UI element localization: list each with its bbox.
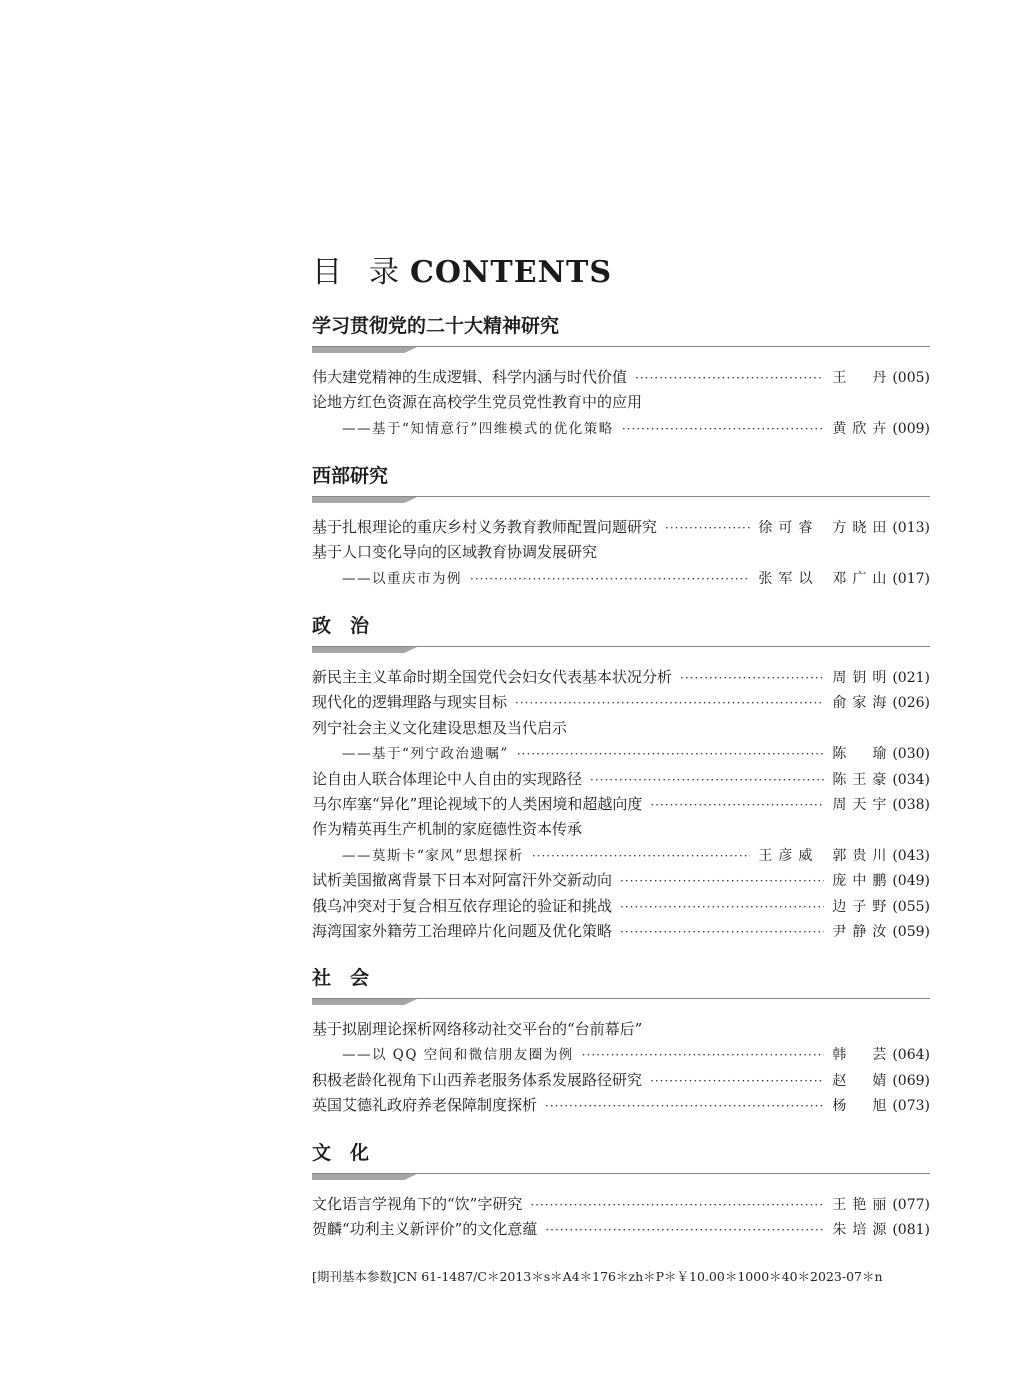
section-divider [312,998,930,1006]
title-en: CONTENTS [410,255,613,290]
entry-subtitle: ——以 QQ 空间和微信朋友圈为例 [342,1047,574,1064]
entry-title: 俄乌冲突对于复合相互依存理论的验证和挑战 [312,896,613,915]
entry-subtitle: ——以重庆市为例 [342,570,462,587]
entry-title: 马尔库塞“异化”理论视域下的人类困境和超越向度 [312,794,643,813]
entry-author: 边子野 [832,898,893,915]
entry-title: 贺麟“功利主义新评价”的文化意蕴 [312,1220,538,1239]
toc-entry[interactable] [312,869,930,894]
section-title: 学习贯彻党的二十大精神研究 [312,315,560,337]
section-party-congress [312,313,930,442]
entry-author: 朱培源 [832,1222,893,1239]
toc-entry[interactable] [312,391,930,416]
entry-title: 基于拟剧理论探析网络移动社交平台的“台前幕后” [312,1020,643,1038]
entry-author: 郭贵川 [832,847,893,864]
entry-author: 韩 芸 [832,1047,893,1064]
entry-subtitle: ——莫斯卡“家风”思想探析 [342,847,524,864]
section-society [312,965,930,1120]
section-title: 社 会 [312,967,370,989]
entry-page: (030) [892,746,930,763]
toc-entry-subtitle[interactable] [312,742,930,767]
entry-title: 作为精英再生产机制的家庭德性资本传承 [312,820,583,839]
toc-entry[interactable] [312,366,930,391]
entry-page: (017) [892,570,930,587]
entry-author: 王艳丽 [832,1197,893,1213]
title-cn-2: 录 [369,255,400,290]
entry-author: 张军以 [758,570,819,587]
toc-entry[interactable] [312,516,930,541]
toc-entry[interactable] [312,895,930,920]
entry-page: (009) [892,420,930,437]
toc-entry[interactable] [312,1218,930,1243]
entry-page: (026) [892,695,930,712]
toc-entry[interactable] [312,818,930,843]
entry-title: 论地方红色资源在高校学生党员党性教育中的应用 [312,393,643,412]
section-title: 文 化 [312,1142,370,1164]
entry-author: 王 丹 [832,370,893,386]
entry-author: 王彦威 [758,847,819,864]
toc-entry[interactable] [312,1193,930,1218]
entry-subtitle: ——基于“知情意行”四维模式的优化策略 [342,420,614,437]
entry-author: 庞中鹏 [832,873,893,890]
section-divider [312,1173,930,1181]
entry-title: 现代化的逻辑理路与现实目标 [312,693,508,712]
entry-title: 论自由人联合体理论中人自由的实现路径 [312,769,583,788]
entry-page: (021) [892,670,930,686]
section-divider [312,346,930,354]
entry-title: 基于人口变化导向的区域教育协调发展研究 [312,543,598,562]
journal-parameters: [期刊基本参数]CN 61-1487/C＊2013＊s＊A4＊176＊zh＊P＊￥10.00＊1000＊40＊2023-07＊n [312,1269,883,1284]
entry-page: (069) [892,1072,930,1089]
entry-author: 杨 旭 [832,1098,893,1115]
section-divider [312,496,930,504]
entry-page: (013) [892,520,930,536]
section-politics [312,613,930,945]
toc-entry[interactable] [312,1094,930,1119]
entry-author: 陈 瑜 [832,746,893,763]
entry-title: 英国艾德礼政府养老保障制度探析 [312,1096,538,1115]
page-title [312,247,612,291]
entry-author: 尹静汝 [832,923,893,940]
section-western-studies [312,463,930,592]
entry-title: 基于扎根理论的重庆乡村义务教育教师配置问题研究 [312,518,658,536]
entry-page: (005) [892,370,930,386]
entry-author: 黄欣卉 [832,420,893,437]
entry-page: (077) [892,1197,930,1213]
entry-title: 列宁社会主义文化建设思想及当代启示 [312,718,568,737]
toc-entry[interactable] [312,691,930,716]
entry-author: 赵 婧 [832,1072,893,1089]
toc-entry-subtitle[interactable] [312,567,930,592]
toc-entry[interactable] [312,541,930,566]
entry-page: (073) [892,1098,930,1115]
toc-entry[interactable] [312,793,930,818]
entry-title: 海湾国家外籍劳工治理碎片化问题及优化策略 [312,921,613,940]
toc-entry-subtitle[interactable] [312,844,930,869]
entry-title: 试析美国撤离背景下日本对阿富汗外交新动向 [312,871,613,890]
section-title: 西部研究 [312,465,389,487]
section-divider [312,646,930,654]
entry-title: 文化语言学视角下的“饮”字研究 [312,1195,523,1213]
entry-page: (038) [892,796,930,813]
toc-entry[interactable] [312,1018,930,1043]
toc-entry[interactable] [312,1069,930,1094]
toc-entry[interactable] [312,768,930,793]
section-title: 政 治 [312,615,370,637]
entry-title: 新民主主义革命时期全国党代会妇女代表基本状况分析 [312,668,673,686]
entry-page: (055) [892,898,930,915]
entry-author: 周钥明 [832,670,893,686]
title-cn-1: 目 [312,255,343,290]
entry-page: (034) [892,771,930,788]
entry-page: (064) [892,1047,930,1064]
entry-page: (059) [892,923,930,940]
toc-entry-subtitle[interactable] [312,417,930,442]
entry-title: 伟大建党精神的生成逻辑、科学内涵与时代价值 [312,368,628,386]
entry-author: 陈王豪 [832,771,893,788]
entry-subtitle: ——基于“列宁政治遗嘱” [342,746,509,763]
entry-page: (081) [892,1222,930,1239]
section-culture [312,1140,930,1244]
entry-title: 积极老龄化视角下山西养老服务体系发展路径研究 [312,1070,643,1089]
entry-page: (043) [892,847,930,864]
entry-author: 徐可睿 [758,520,819,536]
entry-author: 方晓田 [832,520,893,536]
entry-author: 俞家海 [832,695,893,712]
entry-page: (049) [892,873,930,890]
toc-entry[interactable] [312,666,930,691]
toc-entry-subtitle[interactable] [312,1043,930,1068]
toc-entry[interactable] [312,920,930,945]
entry-author: 邓广山 [832,570,893,587]
toc-entry[interactable] [312,717,930,742]
entry-author: 周天宇 [832,796,893,813]
